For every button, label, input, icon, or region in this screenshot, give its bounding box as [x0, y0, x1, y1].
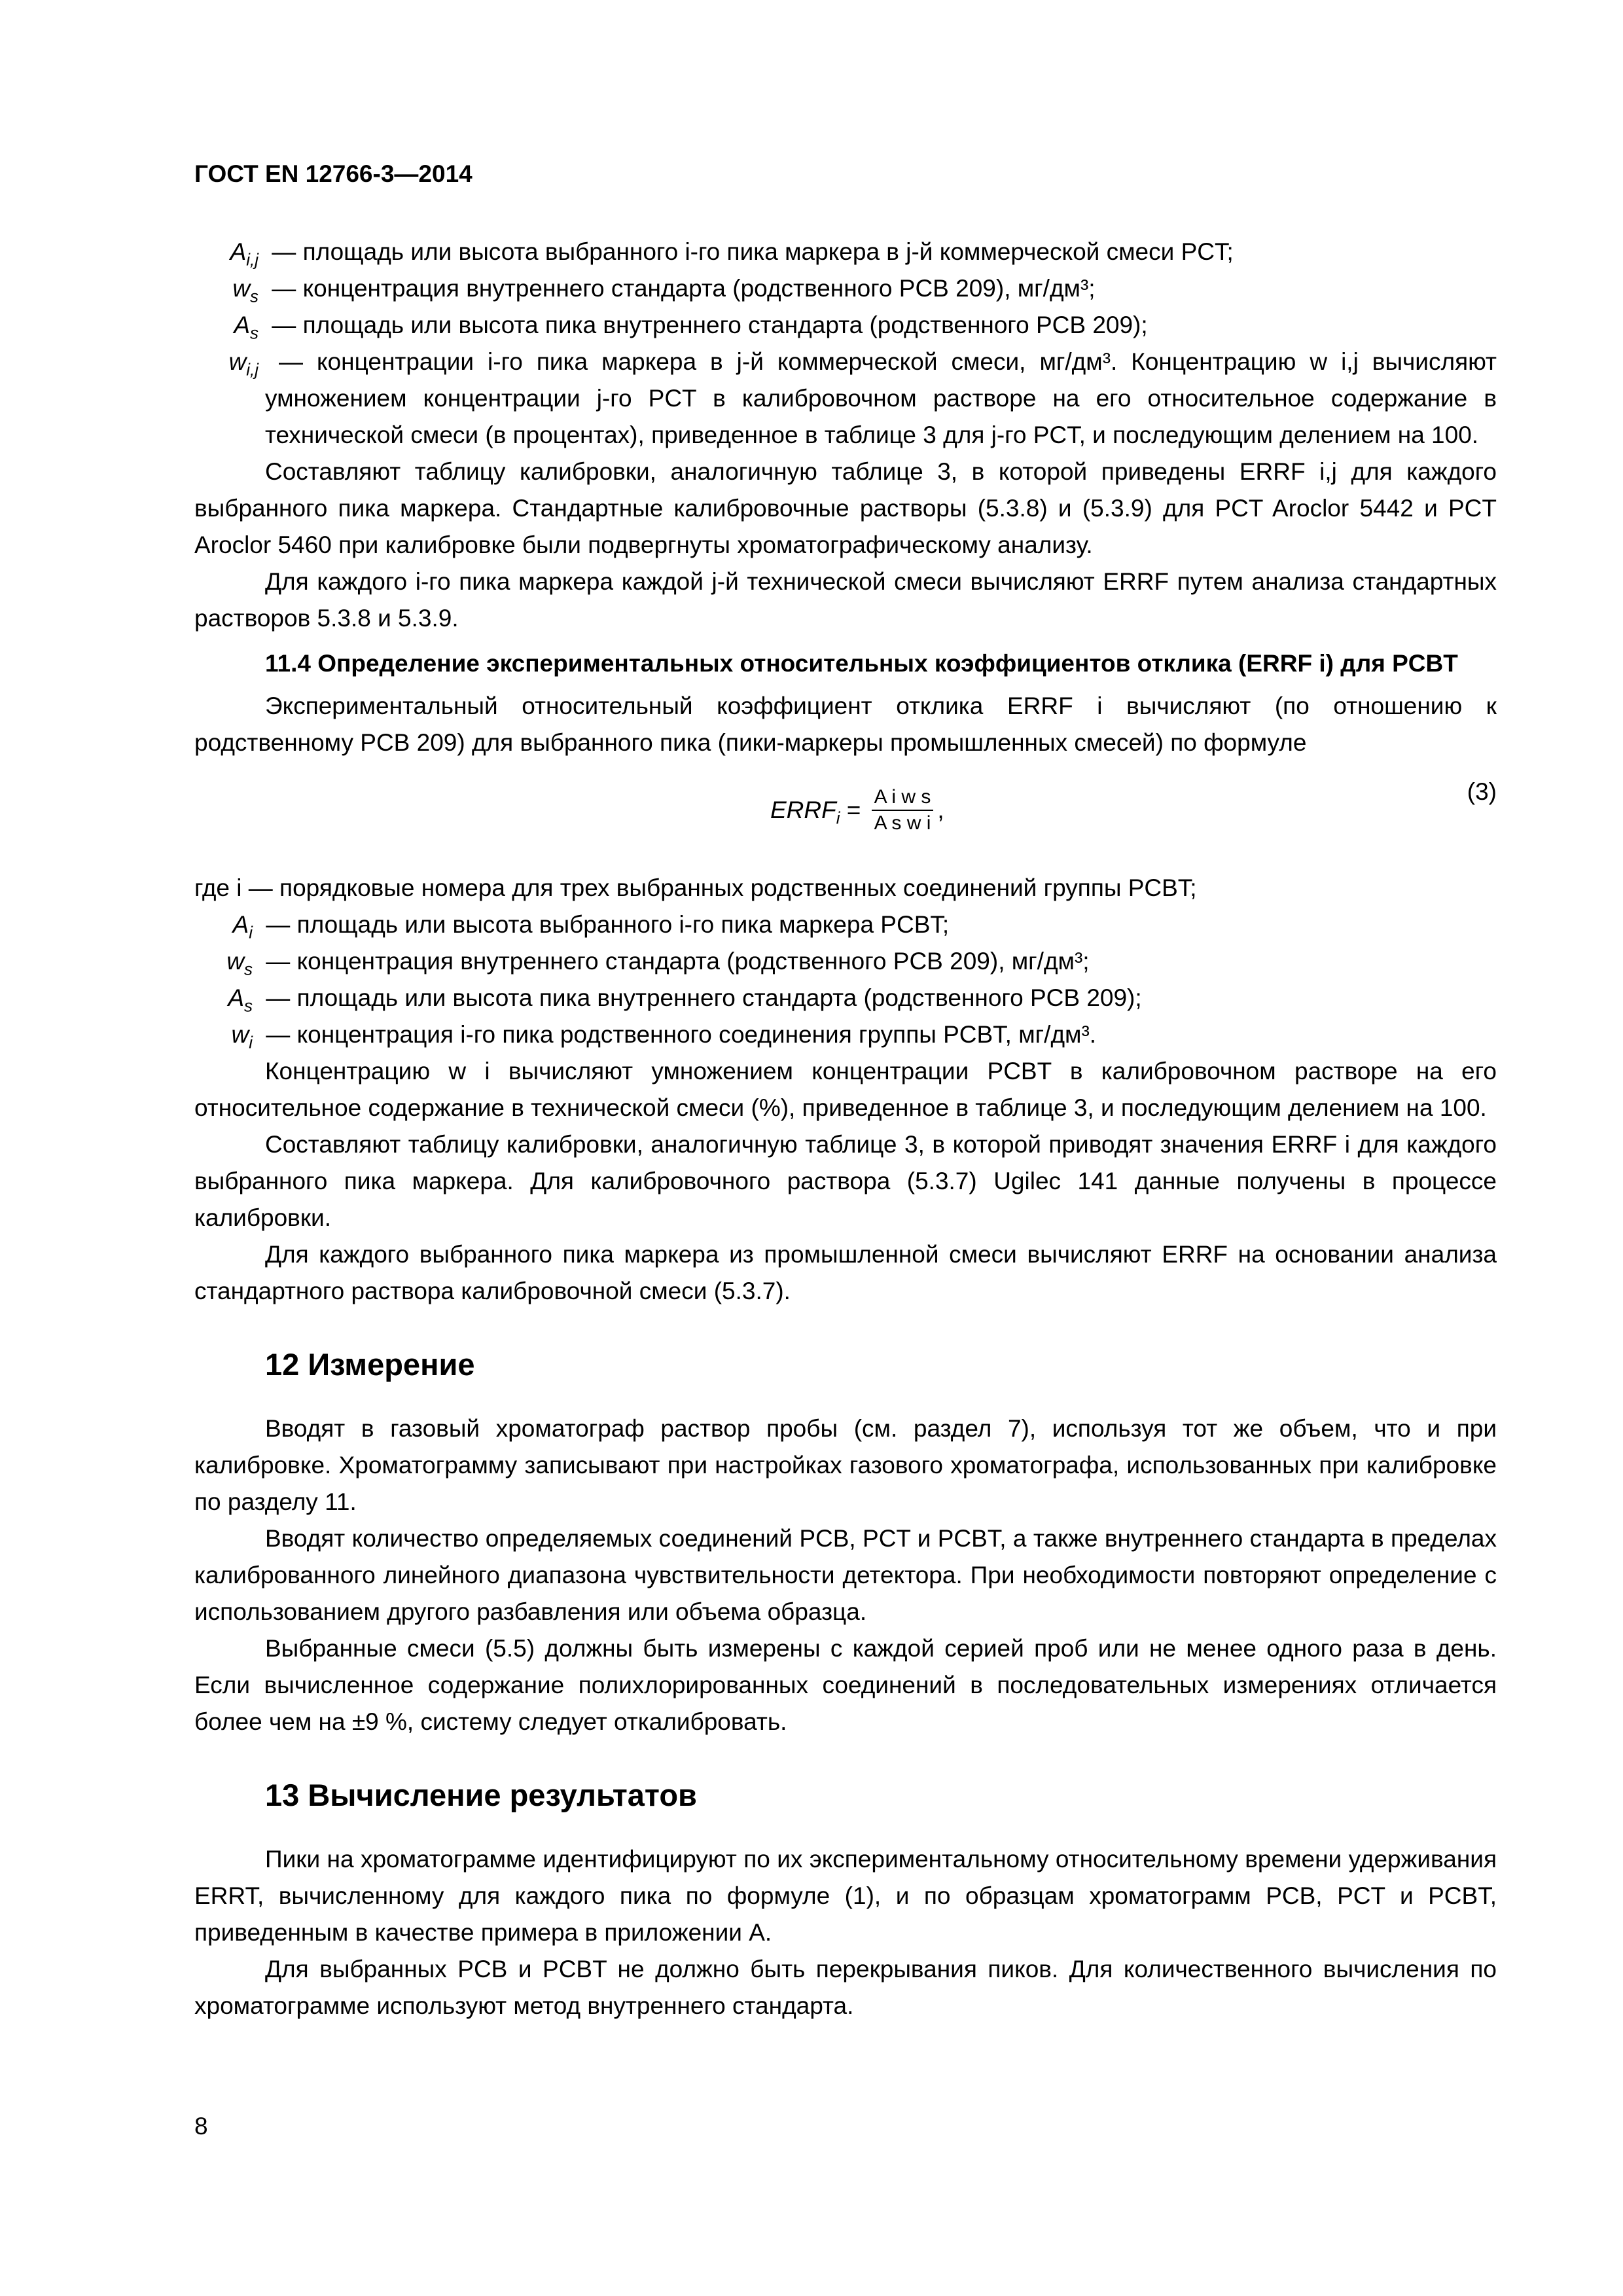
definition-symbol: $A_s$	[234, 312, 259, 343]
definition-item	[194, 906, 1497, 943]
definition-item	[194, 943, 1497, 980]
definition-text: — площадь или высота выбранного i-го пика маркера PCBT;	[259, 911, 950, 938]
section12-paragraph-2: Вводят количество определяемых соединений PCB, PCT и PCBT, а также внутреннего стандарта в пределах калиброванного линейного диапазона чувствительности детектора. При необходимости повторяют определение с использованием другого разбавления или объема образца.	[194, 1525, 1497, 1625]
definition-item	[194, 234, 1497, 270]
definition-symbol: $w_{i,j}$	[228, 348, 259, 380]
paragraph-errf-pct: Для каждого i-го пика маркера каждой j-й технической смеси вычисляют ERRF путем анализа стандартных растворов 5.3.8 и 5.3.9.	[194, 568, 1497, 632]
formula-expression	[770, 786, 944, 834]
formula-denominator: A s w i	[874, 812, 931, 834]
definition-text: — концентрации i-го пика маркера в j-й коммерческой смеси, мг/дм³. Концентрацию w i,j вычисляют умножением концентрации j-го PCT в калибровочном растворе на его относительное содержание в технической смеси (в процентах), приведенное в таблице 3 для j-го PCT, и последующим делением на 100.	[265, 348, 1497, 448]
definition-symbol: $A_s$	[228, 984, 253, 1016]
definition-item	[194, 1016, 1497, 1053]
formula-fraction	[872, 786, 934, 834]
paragraph-errf-definition: Экспериментальный относительный коэффициент отклика ERRF i вычисляют (по отношению к родственному PCB 209) для выбранного пика (пики-маркеры промышленных смесей) по формуле	[194, 692, 1497, 756]
section-title-12: 12 Измерение	[265, 1347, 475, 1382]
paragraph-concentration-wi: Концентрацию w i вычисляют умножением концентрации PCBT в калибровочном растворе на его относительное содержание в технической смеси (%), приведенное в таблице 3, и последующим делением на 100.	[194, 1058, 1497, 1121]
definition-symbol: $A_{i,j}$	[230, 238, 259, 270]
page-number: 8	[194, 2113, 208, 2140]
formula-tail: ,	[937, 797, 944, 823]
section12-paragraph-1: Вводят в газовый хроматограф раствор пробы (см. раздел 7), используя тот же объем, что и при калибровке. Хроматограмму записывают при настройках газового хроматографа, использованных при калибровке по разделу 11.	[194, 1415, 1497, 1515]
formula-lhs: $ERRF_i$	[770, 797, 840, 828]
definition-symbol: $w_i$	[231, 1021, 253, 1052]
definition-item	[194, 307, 1497, 344]
paragraph-calibration-table-pct: Составляют таблицу калибровки, аналогичную таблице 3, в которой приведены ERRF i,j для каждого выбранного пика маркера. Стандартные калибровочные растворы (5.3.8) и (5.3.9) для PCT Aroclor 5442 и PCT Aroclor 5460 при калибровке были подвергнуты хроматографическому анализу.	[194, 458, 1497, 558]
paragraph-errf-industrial: Для каждого выбранного пика маркера из промышленной смеси вычисляют ERRF на основании анализа стандартного раствора калибровочной смеси (5.3.7).	[194, 1241, 1497, 1304]
paragraph-calibration-table-pcbt: Составляют таблицу калибровки, аналогичную таблице 3, в которой приводят значения ERRF i для каждого выбранного пика маркера. Для калибровочного раствора (5.3.7) Ugilec 141 данные получены в процессе калибровки.	[194, 1131, 1497, 1231]
definition-item	[194, 980, 1497, 1016]
where-line: где i — порядковые номера для трех выбранных родственных соединений группы PCBT;	[194, 874, 1197, 901]
formula-numerator: A i w s	[872, 786, 934, 811]
section13-paragraph-2: Для выбранных PCB и PCBT не должно быть перекрывания пиков. Для количественного вычисления по хроматограмме используют метод внутреннего стандарта.	[194, 1956, 1497, 2019]
definition-text: — площадь или высота пика внутреннего стандарта (родственного PCB 209);	[259, 984, 1142, 1011]
definition-symbol: $A_i$	[232, 911, 253, 942]
formula-number: (3)	[1467, 778, 1497, 805]
definition-text: — площадь или высота выбранного i-го пика маркера в j-й коммерческой смеси PCT;	[265, 238, 1234, 265]
definition-symbol: $w_s$	[232, 275, 259, 306]
definition-text: — площадь или высота пика внутреннего стандарта (родственного PCB 209);	[265, 312, 1148, 338]
section12-paragraph-3: Выбранные смеси (5.5) должны быть измерены с каждой серией проб или не менее одного раза в день. Если вычисленное содержание полихлорированных соединений в последовательных измерениях отличается более чем на ±9 %, систему следует откалибровать.	[194, 1635, 1497, 1735]
definition-text: — концентрация i-го пика родственного соединения группы PCBT, мг/дм³.	[259, 1021, 1097, 1048]
definition-text: — концентрация внутреннего стандарта (родственного PCB 209), мг/дм³;	[259, 948, 1090, 975]
formula-3	[194, 772, 1497, 857]
definition-item	[194, 270, 1497, 307]
main-content	[194, 234, 1497, 2024]
definitions-list-2	[194, 906, 1497, 1053]
section-title-13: 13 Вычисление результатов	[265, 1778, 697, 1812]
document-header-code: ГОСТ EN 12766-3—2014	[194, 160, 473, 187]
definition-text: — концентрация внутреннего стандарта (родственного PCB 209), мг/дм³;	[265, 275, 1096, 302]
definition-symbol: $w_s$	[226, 948, 253, 979]
definition-item	[194, 344, 1497, 454]
formula-equals: =	[840, 797, 868, 823]
section13-paragraph-1: Пики на хроматограмме идентифицируют по их экспериментальному относительному времени удерживания ERRT, вычисленному для каждого пика по формуле (1), и по образцам хроматограмм PCB, PCT и PCBT, приведенным в качестве примера в приложении А.	[194, 1846, 1497, 1946]
definitions-list-1	[194, 234, 1497, 454]
subsection-title-11-4: 11.4 Определение экспериментальных относительных коэффициентов отклика (ERRF i) для PCBT	[265, 650, 1458, 677]
